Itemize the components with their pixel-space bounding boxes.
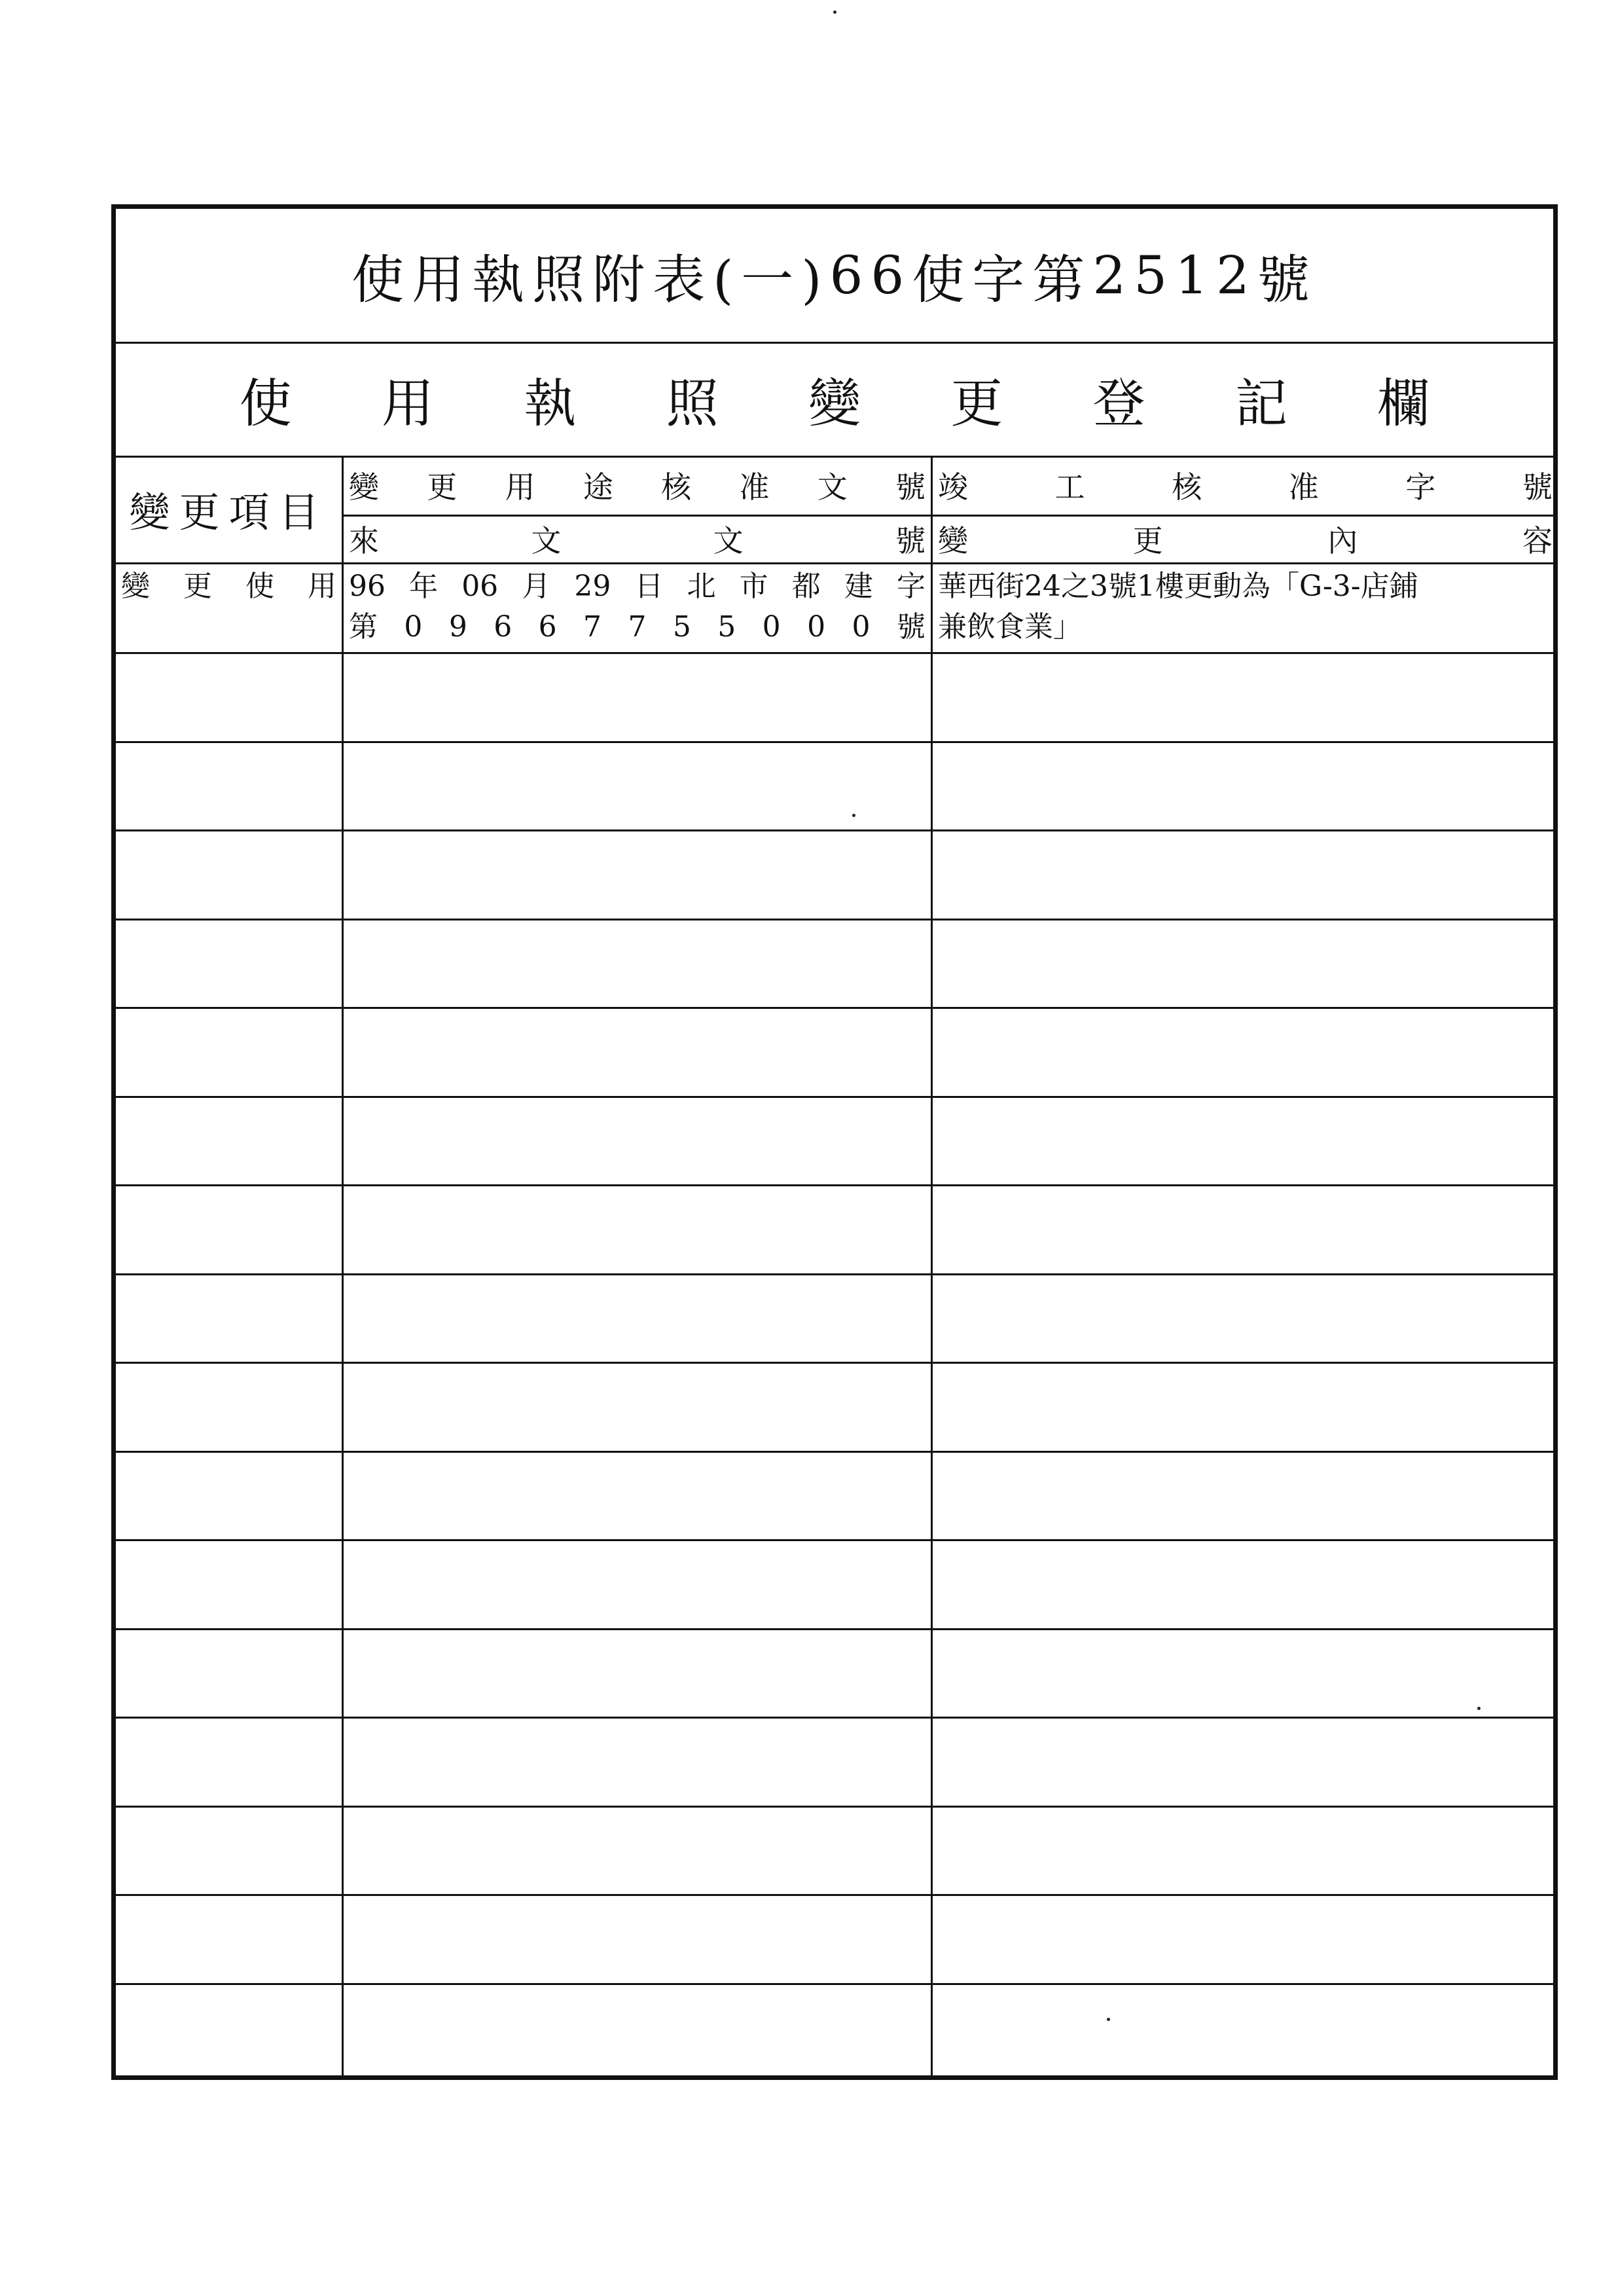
entry-char: 號 <box>896 610 926 644</box>
entry-char: 更 <box>183 570 212 603</box>
entry-char: 第 <box>349 610 378 644</box>
title-part: 用 <box>412 249 473 310</box>
header-char: 途 <box>583 469 613 505</box>
entry-char: 6 <box>538 610 557 644</box>
title-part: 執 <box>472 249 533 310</box>
subtitle-char: 欄 <box>1377 373 1430 434</box>
header-char: 工 <box>1054 469 1085 505</box>
entry-char: 市 <box>739 570 768 603</box>
row-divider <box>116 652 1553 654</box>
entry-char: 6 <box>494 610 512 644</box>
row-divider <box>116 1096 1553 1098</box>
entry-content-line2: 兼飲食業」 <box>938 610 1082 644</box>
scan-speck <box>852 814 855 817</box>
title-part: 2512 <box>1092 245 1257 306</box>
entry-char: 使 <box>245 570 274 603</box>
header-char: 文 <box>817 469 848 505</box>
row-divider <box>116 829 1553 831</box>
header-char: 變 <box>938 522 968 558</box>
entry-char: 年 <box>409 570 439 603</box>
row-divider <box>116 1184 1553 1186</box>
title-part: 表 <box>653 249 713 310</box>
entry-char: 都 <box>791 570 821 603</box>
header-char: 核 <box>1172 469 1202 505</box>
row-divider <box>116 1983 1553 1985</box>
subtitle-char: 記 <box>1234 373 1287 434</box>
entry-char: 0 <box>762 610 781 644</box>
entry-char: 建 <box>844 570 873 603</box>
entry-char: 0 <box>404 610 423 644</box>
entry-char: 0 <box>807 610 826 644</box>
header-char: 核 <box>661 469 692 505</box>
header-char: 來 <box>349 522 379 558</box>
entry-char: 日 <box>634 570 664 603</box>
entry-char: 9 <box>448 610 467 644</box>
scan-speck <box>833 10 836 14</box>
entry-char: 字 <box>896 570 926 603</box>
entry-char: 0 <box>852 610 871 644</box>
header-char: 字 <box>1405 469 1436 505</box>
title-part: 號 <box>1257 249 1318 310</box>
subtitle-char: 執 <box>524 373 577 434</box>
title-part: 66 <box>829 245 912 306</box>
license-table <box>111 204 1558 2080</box>
title-part: (一) <box>713 249 830 310</box>
column-divider <box>931 456 933 2075</box>
header-change-item: 變更項目 <box>129 488 329 536</box>
row-divider <box>116 1007 1553 1009</box>
entry-char: 5 <box>717 610 736 644</box>
subtitle-char: 登 <box>1092 373 1145 434</box>
header-char: 用 <box>505 469 535 505</box>
header-char: 更 <box>427 469 458 505</box>
entry-char: 變 <box>121 570 150 603</box>
header-char: 內 <box>1327 522 1358 558</box>
header-char: 更 <box>1132 522 1163 558</box>
page-title <box>116 209 1553 342</box>
subtitle-char: 更 <box>950 373 1003 434</box>
entry-char: 96 <box>349 570 386 603</box>
entry-char: 29 <box>574 570 611 603</box>
row-divider <box>116 1362 1553 1364</box>
row-divider <box>116 1451 1553 1453</box>
entry-char: 用 <box>308 570 336 603</box>
header-char: 文 <box>713 522 744 558</box>
title-part: 照 <box>532 249 593 310</box>
header-char: 號 <box>895 469 926 505</box>
row-divider <box>116 919 1553 920</box>
header-char: 竣 <box>938 469 968 505</box>
title-part: 使 <box>351 249 412 310</box>
entry-char: 7 <box>583 610 602 644</box>
subtitle-char: 使 <box>239 373 292 434</box>
scan-speck <box>1477 1707 1481 1710</box>
subtitle-char: 變 <box>808 373 861 434</box>
column-divider <box>342 456 344 2075</box>
header-char: 容 <box>1522 522 1553 558</box>
entry-change-content <box>933 562 1558 652</box>
header-incoming-doc-no <box>344 515 931 562</box>
row-divider <box>116 1894 1553 1896</box>
header-change-content <box>933 515 1558 562</box>
subtitle-char: 用 <box>381 373 434 434</box>
header-char: 號 <box>1522 469 1553 505</box>
subtitle-char: 照 <box>666 373 719 434</box>
row-divider <box>116 1806 1553 1808</box>
header-char: 准 <box>739 469 770 505</box>
row-divider <box>116 1273 1553 1275</box>
title-part: 附 <box>592 249 653 310</box>
title-part: 使字第 <box>912 249 1093 310</box>
header-char: 號 <box>895 522 926 558</box>
header-approval-doc-no <box>344 456 931 515</box>
entry-char: 06 <box>461 570 499 603</box>
header-completion-approval-no <box>933 456 1558 515</box>
entry-char: 月 <box>522 570 551 603</box>
entry-change-item <box>116 562 342 652</box>
entry-char: 北 <box>687 570 716 603</box>
row-divider <box>116 1717 1553 1719</box>
entry-content-line1: 華西街24之3號1樓更動為「G-3-店鋪 <box>938 570 1418 603</box>
scan-speck <box>1107 2018 1110 2021</box>
header-char: 文 <box>531 522 562 558</box>
row-divider <box>116 1628 1553 1630</box>
row-divider <box>116 1539 1553 1541</box>
header-char: 准 <box>1288 469 1319 505</box>
header-char: 變 <box>349 469 379 505</box>
row-divider <box>116 741 1553 743</box>
entry-char: 5 <box>672 610 691 644</box>
entry-doc-number <box>344 562 931 652</box>
section-title <box>116 342 1553 456</box>
entry-char: 7 <box>628 610 647 644</box>
